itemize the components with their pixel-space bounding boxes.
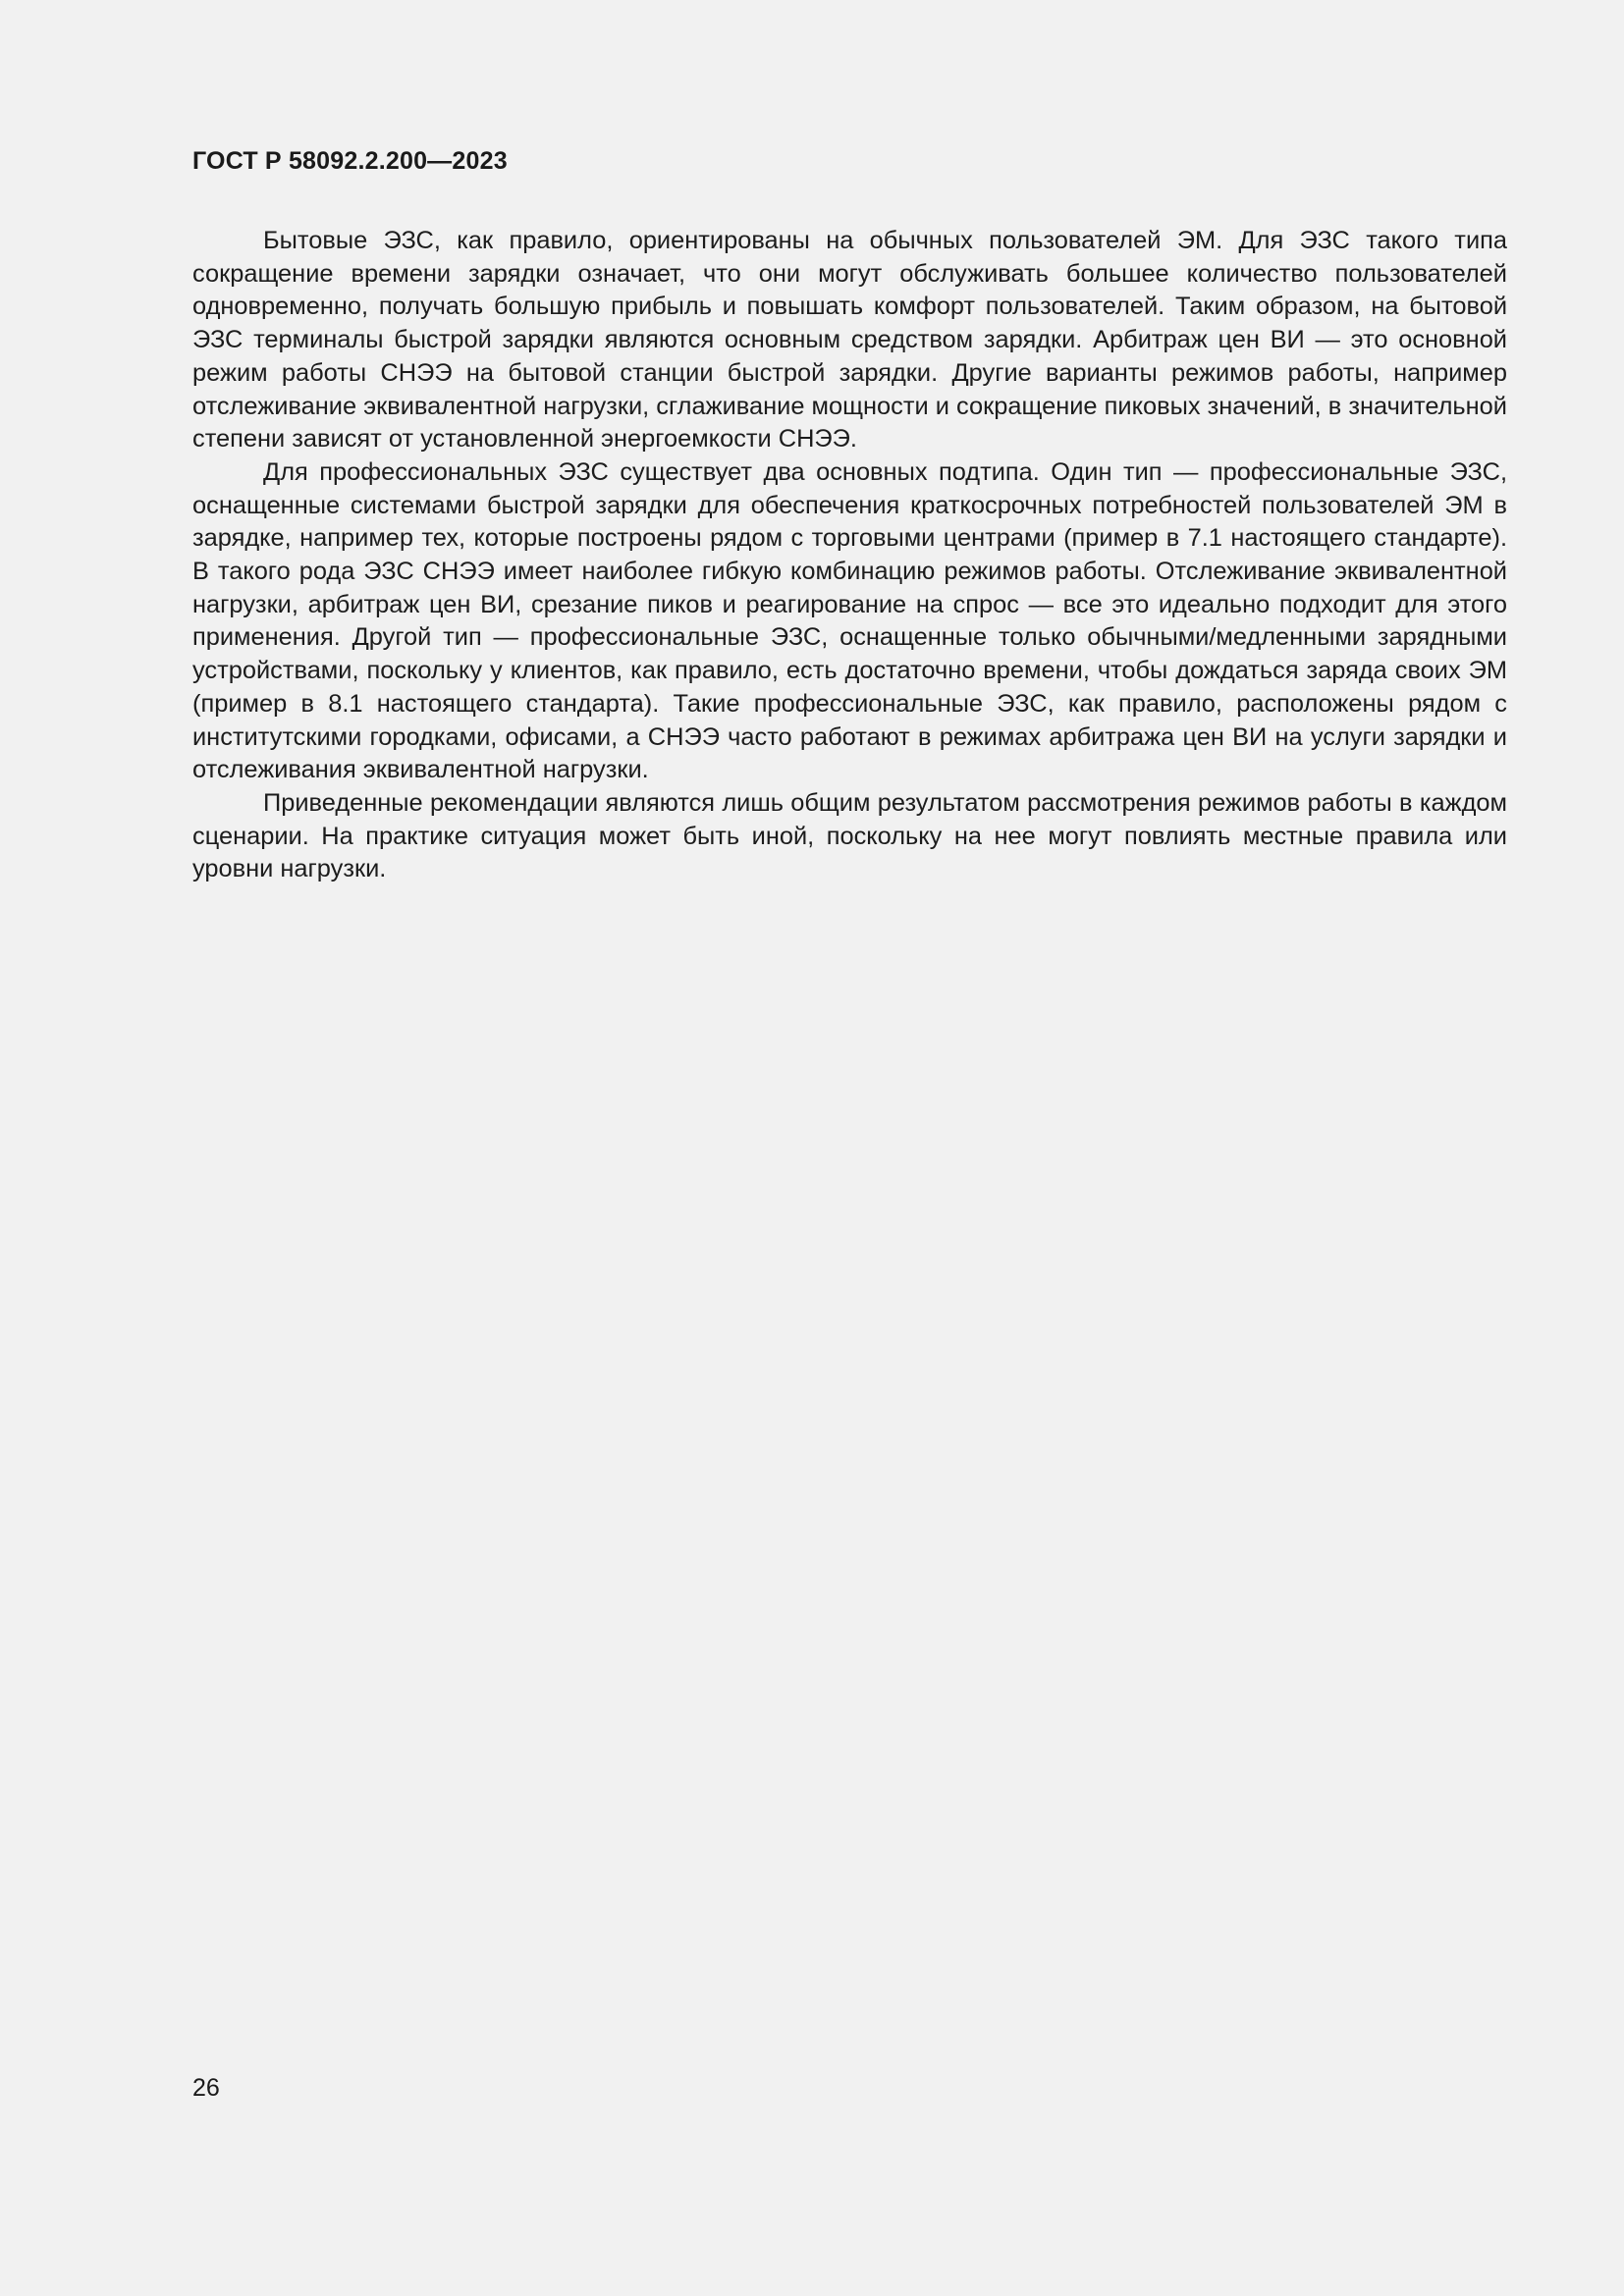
paragraph-recommendations: Приведенные рекомендации являются лишь общим результатом рассмотрения режимов работы в каждом сценарии. На практике ситуация может быть иной, поскольку на нее могут повлиять местные правила или уровни нагрузки. [192,788,1507,883]
paragraph-professional-stations: Для профессиональных ЭЗС существует два основных подтипа. Один тип — профессиональные ЭЗС, оснащенные системами быстрой зарядки для обеспечения краткосрочных потребностей пользователей ЭМ в зарядке, например тех, которые построены рядом с торговыми центрами (пример в 7.1 настоящего стандарте). В такого рода ЭЗС СНЭЭ имеет наиболее гибкую комбинацию режимов работы. Отслеживание эквивалентной нагрузки, арбитраж цен ВИ, срезание пиков и реагирование на спрос — все это идеально подходит для этого применения. Другой тип — профессиональные ЭЗС, оснащенные только обычными/медленными зарядными устройствами, поскольку у клиентов, как правило, есть достаточно времени, чтобы дождаться заряда своих ЭМ (пример в 8.1 настоящего стандарта). Такие профессиональные ЭЗС, как правило, расположены рядом с институтскими городками, офисами, а СНЭЭ часто работают в режимах арбитража цен ВИ на услуги зарядки и отслеживания эквивалентной нагрузки. [192,457,1507,784]
page-number: 26 [192,2074,220,2102]
document-body [192,225,1507,886]
document-header: ГОСТ Р 58092.2.200—2023 [192,147,508,175]
paragraph-household-stations: Бытовые ЭЗС, как правило, ориентированы на обычных пользователей ЭМ. Для ЭЗС такого типа сокращение времени зарядки означает, что они могут обслуживать большее количество пользователей одновременно, получать большую прибыль и повышать комфорт пользователей. Таким образом, на бытовой ЭЗС терминалы быстрой зарядки являются основным средством зарядки. Арбитраж цен ВИ — это основной режим работы СНЭЭ на бытовой станции быстрой зарядки. Другие варианты режимов работы, например отслеживание эквивалентной нагрузки, сглаживание мощности и сокращение пиковых значений, в значительной степени зависят от установленной энергоемкости СНЭЭ. [192,227,1507,454]
